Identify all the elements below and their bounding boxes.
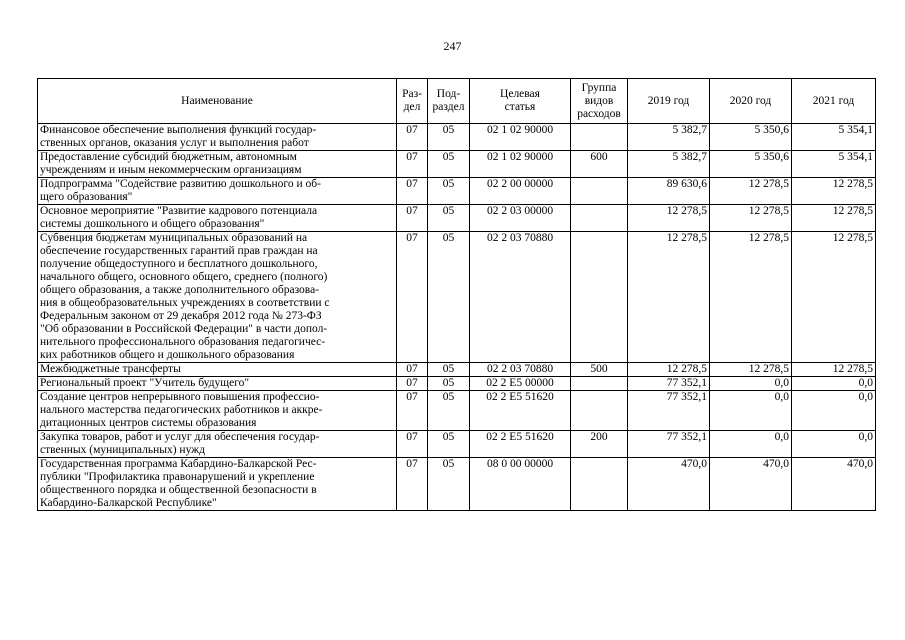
cell-subsection: 05: [428, 178, 470, 205]
cell-2020: 0,0: [710, 377, 792, 391]
cell-2021: 12 278,5: [792, 232, 876, 363]
cell-expense-group: 500: [571, 363, 628, 377]
cell-target-article: 02 2 03 70880: [470, 363, 571, 377]
cell-expense-group: 200: [571, 431, 628, 458]
cell-2020: 12 278,5: [710, 363, 792, 377]
cell-2019: 77 352,1: [628, 377, 710, 391]
cell-expense-group: [571, 124, 628, 151]
cell-name: Межбюджетные трансферты: [38, 363, 397, 377]
cell-expense-group: [571, 458, 628, 511]
cell-target-article: 08 0 00 00000: [470, 458, 571, 511]
cell-target-article: 02 2 E5 00000: [470, 377, 571, 391]
cell-2019: 77 352,1: [628, 391, 710, 431]
table-body: [38, 124, 876, 511]
table-row: [38, 431, 876, 458]
cell-subsection: 05: [428, 124, 470, 151]
cell-2019: 5 382,7: [628, 151, 710, 178]
cell-section: 07: [397, 458, 428, 511]
cell-2020: 12 278,5: [710, 178, 792, 205]
cell-name: Предоставление субсидий бюджетным, автономным учреждениям и иным некоммерческим организациям: [38, 151, 397, 178]
cell-2019: 12 278,5: [628, 232, 710, 363]
header-section: Раз- дел: [397, 79, 428, 124]
cell-expense-group: [571, 178, 628, 205]
cell-2021: 470,0: [792, 458, 876, 511]
cell-2019: 77 352,1: [628, 431, 710, 458]
cell-name: Государственная программа Кабардино-Балкарской Рес- публики "Профилактика правонарушений и укрепление общественного порядка и общественной безопасности в Кабардино-Балкарской Республике": [38, 458, 397, 511]
cell-name: Подпрограмма "Содействие развитию дошкольного и об- щего образования": [38, 178, 397, 205]
cell-section: 07: [397, 232, 428, 363]
cell-section: 07: [397, 391, 428, 431]
table-row: [38, 205, 876, 232]
cell-expense-group: [571, 391, 628, 431]
cell-2021: 12 278,5: [792, 178, 876, 205]
cell-2021: 5 354,1: [792, 151, 876, 178]
cell-target-article: 02 1 02 90000: [470, 124, 571, 151]
cell-2020: 470,0: [710, 458, 792, 511]
table-row: [38, 232, 876, 363]
table-row: [38, 363, 876, 377]
cell-target-article: 02 1 02 90000: [470, 151, 571, 178]
header-target-article: Целевая статья: [470, 79, 571, 124]
cell-2019: 12 278,5: [628, 363, 710, 377]
header-name: Наименование: [38, 79, 397, 124]
cell-2019: 5 382,7: [628, 124, 710, 151]
cell-2021: 0,0: [792, 431, 876, 458]
cell-2020: 12 278,5: [710, 205, 792, 232]
cell-2020: 5 350,6: [710, 124, 792, 151]
cell-section: 07: [397, 363, 428, 377]
cell-target-article: 02 2 03 00000: [470, 205, 571, 232]
table-row: [38, 391, 876, 431]
cell-subsection: 05: [428, 363, 470, 377]
cell-subsection: 05: [428, 391, 470, 431]
cell-subsection: 05: [428, 232, 470, 363]
header-2021: 2021 год: [792, 79, 876, 124]
table-row: [38, 124, 876, 151]
cell-2021: 12 278,5: [792, 205, 876, 232]
cell-expense-group: [571, 232, 628, 363]
cell-2020: 0,0: [710, 391, 792, 431]
cell-2019: 89 630,6: [628, 178, 710, 205]
cell-section: 07: [397, 124, 428, 151]
cell-subsection: 05: [428, 151, 470, 178]
cell-target-article: 02 2 00 00000: [470, 178, 571, 205]
cell-2021: 0,0: [792, 377, 876, 391]
cell-subsection: 05: [428, 431, 470, 458]
budget-table: [37, 78, 876, 511]
cell-name: Закупка товаров, работ и услуг для обеспечения государ- ственных (муниципальных) нужд: [38, 431, 397, 458]
table-row: [38, 151, 876, 178]
table-row: [38, 178, 876, 205]
cell-section: 07: [397, 205, 428, 232]
cell-2021: 5 354,1: [792, 124, 876, 151]
header-2020: 2020 год: [710, 79, 792, 124]
cell-target-article: 02 2 03 70880: [470, 232, 571, 363]
cell-target-article: 02 2 E5 51620: [470, 431, 571, 458]
table-row: [38, 377, 876, 391]
cell-2021: 12 278,5: [792, 363, 876, 377]
cell-name: Создание центров непрерывного повышения профессио- нального мастерства педагогических работников и аккре- дитационных центров системы образования: [38, 391, 397, 431]
cell-2020: 0,0: [710, 431, 792, 458]
cell-expense-group: [571, 205, 628, 232]
cell-subsection: 05: [428, 205, 470, 232]
page-number: 247: [443, 39, 462, 53]
cell-expense-group: 600: [571, 151, 628, 178]
cell-name: Субвенция бюджетам муниципальных образований на обеспечение государственных гарантий прав граждан на получение общедоступного и бесплатного дошкольного, начального общего, основного общего, среднего (полного) общего образования, а также дополнительного образова- ния в общеобразовательных учреждениях в соответствии с Федеральным законом от 29 декабря 2012 года № 273-ФЗ "Об образовании в Российской Федерации" в части допол- нительного профессионального образования педагогичес- ких работников общего и дошкольного образования: [38, 232, 397, 363]
cell-2020: 12 278,5: [710, 232, 792, 363]
cell-2020: 5 350,6: [710, 151, 792, 178]
table-header-row: [38, 79, 876, 124]
header-2019: 2019 год: [628, 79, 710, 124]
cell-section: 07: [397, 377, 428, 391]
header-expense-group: Группа видов расходов: [571, 79, 628, 124]
table-row: [38, 458, 876, 511]
cell-subsection: 05: [428, 377, 470, 391]
cell-subsection: 05: [428, 458, 470, 511]
cell-expense-group: [571, 377, 628, 391]
cell-name: Основное мероприятие "Развитие кадрового потенциала системы дошкольного и общего образования": [38, 205, 397, 232]
cell-section: 07: [397, 431, 428, 458]
cell-section: 07: [397, 178, 428, 205]
cell-2019: 470,0: [628, 458, 710, 511]
cell-section: 07: [397, 151, 428, 178]
cell-target-article: 02 2 E5 51620: [470, 391, 571, 431]
cell-2019: 12 278,5: [628, 205, 710, 232]
cell-name: Финансовое обеспечение выполнения функций государ- ственных органов, оказания услуг и выполнения работ: [38, 124, 397, 151]
cell-name: Региональный проект "Учитель будущего": [38, 377, 397, 391]
header-subsection: Под- раздел: [428, 79, 470, 124]
cell-2021: 0,0: [792, 391, 876, 431]
